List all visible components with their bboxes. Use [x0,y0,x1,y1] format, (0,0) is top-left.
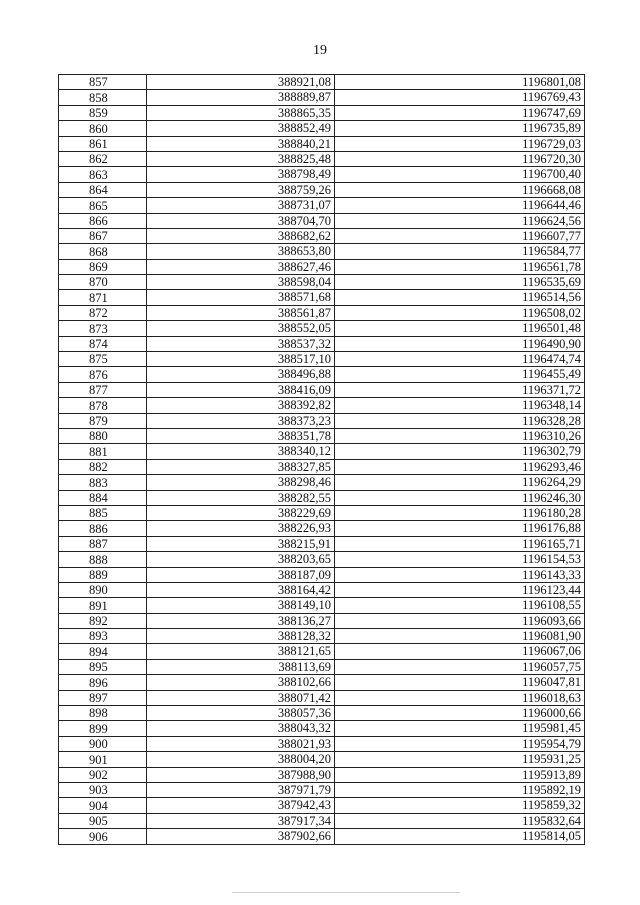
table-row [59,121,585,136]
table-row [59,428,585,443]
row-number-cell: 885 [59,505,147,520]
y-coordinate-cell: 1196057,75 [335,659,585,674]
x-coordinate-cell: 388340,12 [147,444,335,459]
y-coordinate-cell: 1196165,71 [335,536,585,551]
y-coordinate-cell: 1196624,56 [335,213,585,228]
y-coordinate-cell: 1196348,14 [335,398,585,413]
row-number-cell: 881 [59,444,147,459]
table-row [59,290,585,305]
row-number-cell: 899 [59,721,147,736]
x-coordinate-cell: 387902,66 [147,829,335,844]
x-coordinate-cell: 388226,93 [147,521,335,536]
y-coordinate-cell: 1196769,43 [335,90,585,105]
row-number-cell: 906 [59,829,147,844]
row-number-cell: 873 [59,321,147,336]
row-number-cell: 877 [59,382,147,397]
x-coordinate-cell: 388552,05 [147,321,335,336]
y-coordinate-cell: 1196154,53 [335,552,585,567]
row-number-cell: 858 [59,90,147,105]
row-number-cell: 868 [59,244,147,259]
table-row [59,136,585,151]
y-coordinate-cell: 1196535,69 [335,275,585,290]
y-coordinate-cell: 1196729,03 [335,136,585,151]
y-coordinate-cell: 1195814,05 [335,829,585,844]
y-coordinate-cell: 1196607,77 [335,228,585,243]
table-row [59,752,585,767]
x-coordinate-cell: 388825,48 [147,151,335,166]
table-row [59,151,585,166]
x-coordinate-cell: 388496,88 [147,367,335,382]
table-row [59,75,585,90]
table-row [59,706,585,721]
y-coordinate-cell: 1196123,44 [335,582,585,597]
row-number-cell: 883 [59,475,147,490]
y-coordinate-cell: 1195859,32 [335,798,585,813]
row-number-cell: 878 [59,398,147,413]
y-coordinate-cell: 1196455,49 [335,367,585,382]
y-coordinate-cell: 1196668,08 [335,182,585,197]
x-coordinate-cell: 388102,66 [147,675,335,690]
table-row [59,767,585,782]
table-row [59,505,585,520]
x-coordinate-cell: 388561,87 [147,305,335,320]
row-number-cell: 880 [59,428,147,443]
row-number-cell: 866 [59,213,147,228]
table-row [59,629,585,644]
y-coordinate-cell: 1196018,63 [335,690,585,705]
bottom-rule [232,892,460,893]
row-number-cell: 898 [59,706,147,721]
row-number-cell: 891 [59,598,147,613]
x-coordinate-cell: 388598,04 [147,275,335,290]
table-row [59,598,585,613]
x-coordinate-cell: 388229,69 [147,505,335,520]
y-coordinate-cell: 1195892,19 [335,782,585,797]
x-coordinate-cell: 388327,85 [147,459,335,474]
table-row [59,736,585,751]
row-number-cell: 862 [59,151,147,166]
y-coordinate-cell: 1196514,56 [335,290,585,305]
row-number-cell: 864 [59,182,147,197]
table-row [59,582,585,597]
table-row [59,167,585,182]
row-number-cell: 871 [59,290,147,305]
row-number-cell: 887 [59,536,147,551]
table-row [59,275,585,290]
table-row [59,521,585,536]
table-row [59,690,585,705]
coordinates-table [58,74,585,845]
table-row [59,198,585,213]
x-coordinate-cell: 388164,42 [147,582,335,597]
table-row [59,675,585,690]
x-coordinate-cell: 388921,08 [147,75,335,90]
y-coordinate-cell: 1196747,69 [335,105,585,120]
table-row [59,613,585,628]
x-coordinate-cell: 388071,42 [147,690,335,705]
y-coordinate-cell: 1196720,30 [335,151,585,166]
y-coordinate-cell: 1195931,25 [335,752,585,767]
row-number-cell: 897 [59,690,147,705]
x-coordinate-cell: 388653,80 [147,244,335,259]
table-row [59,213,585,228]
row-number-cell: 879 [59,413,147,428]
x-coordinate-cell: 388113,69 [147,659,335,674]
table-row [59,321,585,336]
row-number-cell: 884 [59,490,147,505]
y-coordinate-cell: 1196501,48 [335,321,585,336]
x-coordinate-cell: 388627,46 [147,259,335,274]
y-coordinate-cell: 1196293,46 [335,459,585,474]
table-row [59,413,585,428]
y-coordinate-cell: 1195981,45 [335,721,585,736]
row-number-cell: 882 [59,459,147,474]
x-coordinate-cell: 388004,20 [147,752,335,767]
x-coordinate-cell: 388852,49 [147,121,335,136]
table-row [59,336,585,351]
y-coordinate-cell: 1196081,90 [335,629,585,644]
table-row [59,305,585,320]
x-coordinate-cell: 388392,82 [147,398,335,413]
row-number-cell: 869 [59,259,147,274]
table-row [59,644,585,659]
y-coordinate-cell: 1196700,40 [335,167,585,182]
y-coordinate-cell: 1196180,28 [335,505,585,520]
y-coordinate-cell: 1196093,66 [335,613,585,628]
row-number-cell: 859 [59,105,147,120]
table-row [59,552,585,567]
table-row [59,798,585,813]
y-coordinate-cell: 1196108,55 [335,598,585,613]
x-coordinate-cell: 388043,32 [147,721,335,736]
x-coordinate-cell: 388537,32 [147,336,335,351]
x-coordinate-cell: 387942,43 [147,798,335,813]
row-number-cell: 894 [59,644,147,659]
y-coordinate-cell: 1196644,46 [335,198,585,213]
row-number-cell: 874 [59,336,147,351]
table-row [59,244,585,259]
x-coordinate-cell: 388889,87 [147,90,335,105]
y-coordinate-cell: 1196176,88 [335,521,585,536]
table-row [59,659,585,674]
y-coordinate-cell: 1196561,78 [335,259,585,274]
x-coordinate-cell: 388136,27 [147,613,335,628]
table-row [59,567,585,582]
table-row [59,105,585,120]
row-number-cell: 890 [59,582,147,597]
table-row [59,352,585,367]
y-coordinate-cell: 1195913,89 [335,767,585,782]
table-row [59,813,585,828]
x-coordinate-cell: 387988,90 [147,767,335,782]
row-number-cell: 861 [59,136,147,151]
x-coordinate-cell: 388187,09 [147,567,335,582]
x-coordinate-cell: 388128,32 [147,629,335,644]
table-row [59,721,585,736]
x-coordinate-cell: 388057,36 [147,706,335,721]
x-coordinate-cell: 388121,65 [147,644,335,659]
x-coordinate-cell: 388021,93 [147,736,335,751]
row-number-cell: 870 [59,275,147,290]
table-row [59,259,585,274]
x-coordinate-cell: 388416,09 [147,382,335,397]
x-coordinate-cell: 388517,10 [147,352,335,367]
row-number-cell: 863 [59,167,147,182]
table-row [59,90,585,105]
row-number-cell: 904 [59,798,147,813]
x-coordinate-cell: 388203,65 [147,552,335,567]
y-coordinate-cell: 1196310,26 [335,428,585,443]
y-coordinate-cell: 1196508,02 [335,305,585,320]
x-coordinate-cell: 388704,70 [147,213,335,228]
row-number-cell: 867 [59,228,147,243]
y-coordinate-cell: 1196047,81 [335,675,585,690]
row-number-cell: 902 [59,767,147,782]
row-number-cell: 860 [59,121,147,136]
x-coordinate-cell: 388351,78 [147,428,335,443]
y-coordinate-cell: 1195954,79 [335,736,585,751]
x-coordinate-cell: 388840,21 [147,136,335,151]
x-coordinate-cell: 388731,07 [147,198,335,213]
row-number-cell: 857 [59,75,147,90]
x-coordinate-cell: 387917,34 [147,813,335,828]
y-coordinate-cell: 1196490,90 [335,336,585,351]
y-coordinate-cell: 1196801,08 [335,75,585,90]
table-row [59,367,585,382]
table-row [59,398,585,413]
y-coordinate-cell: 1196584,77 [335,244,585,259]
row-number-cell: 889 [59,567,147,582]
table-row [59,228,585,243]
row-number-cell: 876 [59,367,147,382]
table-row [59,459,585,474]
y-coordinate-cell: 1196143,33 [335,567,585,582]
x-coordinate-cell: 388865,35 [147,105,335,120]
table-row [59,536,585,551]
page-number: 19 [313,43,327,58]
x-coordinate-cell: 388282,55 [147,490,335,505]
y-coordinate-cell: 1196067,06 [335,644,585,659]
row-number-cell: 893 [59,629,147,644]
row-number-cell: 905 [59,813,147,828]
x-coordinate-cell: 388149,10 [147,598,335,613]
x-coordinate-cell: 388798,49 [147,167,335,182]
coordinates-table-body [59,75,585,845]
table-row [59,829,585,844]
row-number-cell: 900 [59,736,147,751]
y-coordinate-cell: 1196474,74 [335,352,585,367]
y-coordinate-cell: 1196264,29 [335,475,585,490]
x-coordinate-cell: 388571,68 [147,290,335,305]
row-number-cell: 901 [59,752,147,767]
table-row [59,782,585,797]
x-coordinate-cell: 388298,46 [147,475,335,490]
table-row [59,382,585,397]
table-row [59,490,585,505]
row-number-cell: 886 [59,521,147,536]
row-number-cell: 872 [59,305,147,320]
y-coordinate-cell: 1196371,72 [335,382,585,397]
row-number-cell: 896 [59,675,147,690]
row-number-cell: 903 [59,782,147,797]
table-row [59,182,585,197]
x-coordinate-cell: 388215,91 [147,536,335,551]
y-coordinate-cell: 1196735,89 [335,121,585,136]
row-number-cell: 875 [59,352,147,367]
x-coordinate-cell: 388759,26 [147,182,335,197]
y-coordinate-cell: 1196328,28 [335,413,585,428]
y-coordinate-cell: 1196246,30 [335,490,585,505]
row-number-cell: 892 [59,613,147,628]
x-coordinate-cell: 387971,79 [147,782,335,797]
y-coordinate-cell: 1196000,66 [335,706,585,721]
row-number-cell: 888 [59,552,147,567]
row-number-cell: 865 [59,198,147,213]
x-coordinate-cell: 388682,62 [147,228,335,243]
y-coordinate-cell: 1195832,64 [335,813,585,828]
row-number-cell: 895 [59,659,147,674]
table-row [59,444,585,459]
table-row [59,475,585,490]
x-coordinate-cell: 388373,23 [147,413,335,428]
y-coordinate-cell: 1196302,79 [335,444,585,459]
